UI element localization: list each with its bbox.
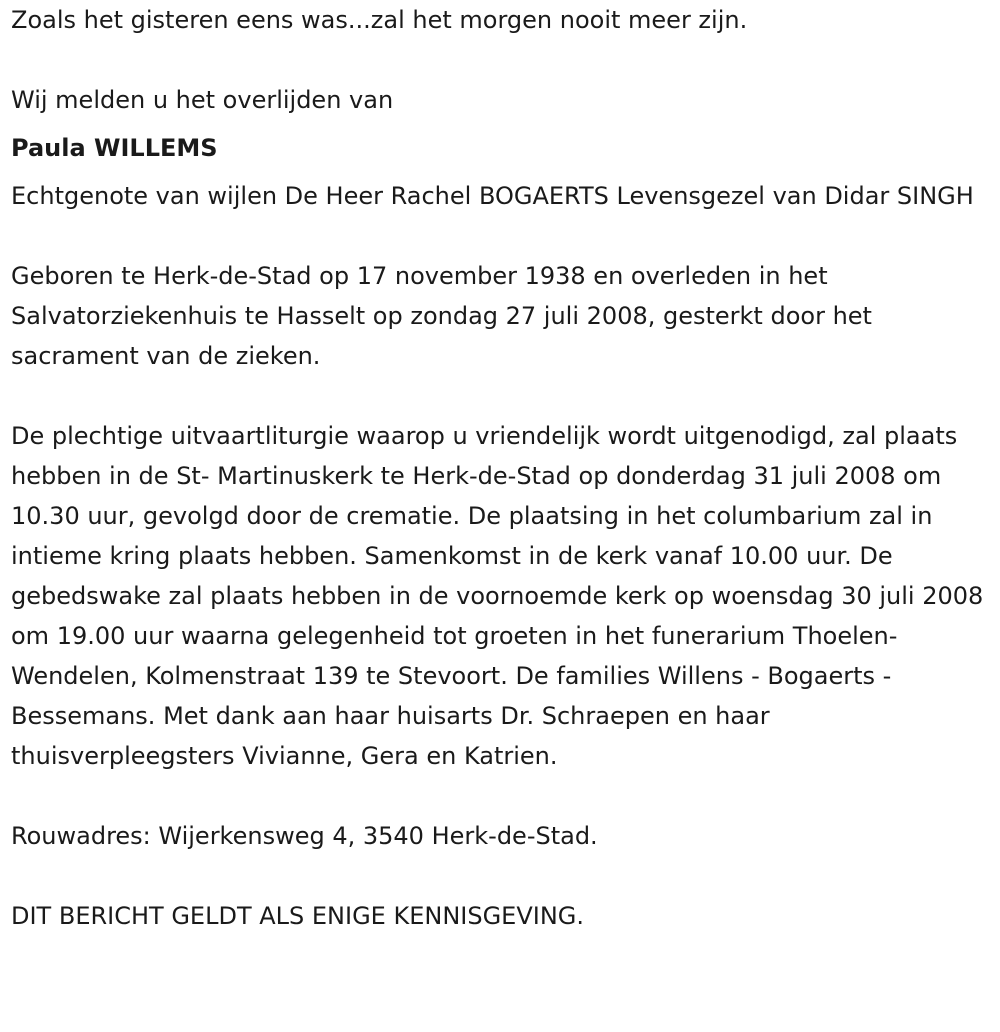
- motto: Zoals het gisteren eens was...zal het morgen nooit meer zijn.: [11, 6, 748, 34]
- intro-text: Wij melden u het overlijden van: [11, 86, 394, 114]
- spacer: [11, 40, 991, 80]
- deceased-name: Paula WILLEMS: [11, 134, 218, 162]
- spacer: [11, 376, 991, 416]
- spacer: [11, 776, 991, 816]
- closing-text: DIT BERICHT GELDT ALS ENIGE KENNISGEVING.: [11, 902, 585, 930]
- spacer: [11, 856, 991, 896]
- death-notice: [11, 0, 991, 936]
- birth-death-text: Geboren te Herk-de-Stad op 17 november 1938 en overleden in het Salvatorziekenhuis te Hasselt op zondag 27 juli 2008, gesterkt door het sacrament van de zieken.: [11, 262, 872, 370]
- mourning-address: Rouwadres: Wijerkensweg 4, 3540 Herk-de-Stad.: [11, 822, 598, 850]
- relations-text: Echtgenote van wijlen De Heer Rachel BOGAERTS Levensgezel van Didar SINGH: [11, 182, 974, 210]
- funeral-text: De plechtige uitvaartliturgie waarop u vriendelijk wordt uitgenodigd, zal plaats hebben in de St- Martinuskerk te Herk-de-Stad op donderdag 31 juli 2008 om 10.30 uur, gevolgd door de crematie. De plaatsing in het columbarium zal in intieme kring plaats hebben. Samenkomst in de kerk vanaf 10.00 uur. De gebedswake zal plaats hebben in de voornoemde kerk op woensdag 30 juli 2008 om 19.00 uur waarna gelegenheid tot groeten in het funerarium Thoelen-Wendelen, Kolmenstraat 139 te Stevoort. De families Willens - Bogaerts - Bessemans. Met dank aan haar huisarts Dr. Schraepen en haar thuisverpleegsters Vivianne, Gera en Katrien.: [11, 422, 984, 770]
- spacer: [11, 216, 991, 256]
